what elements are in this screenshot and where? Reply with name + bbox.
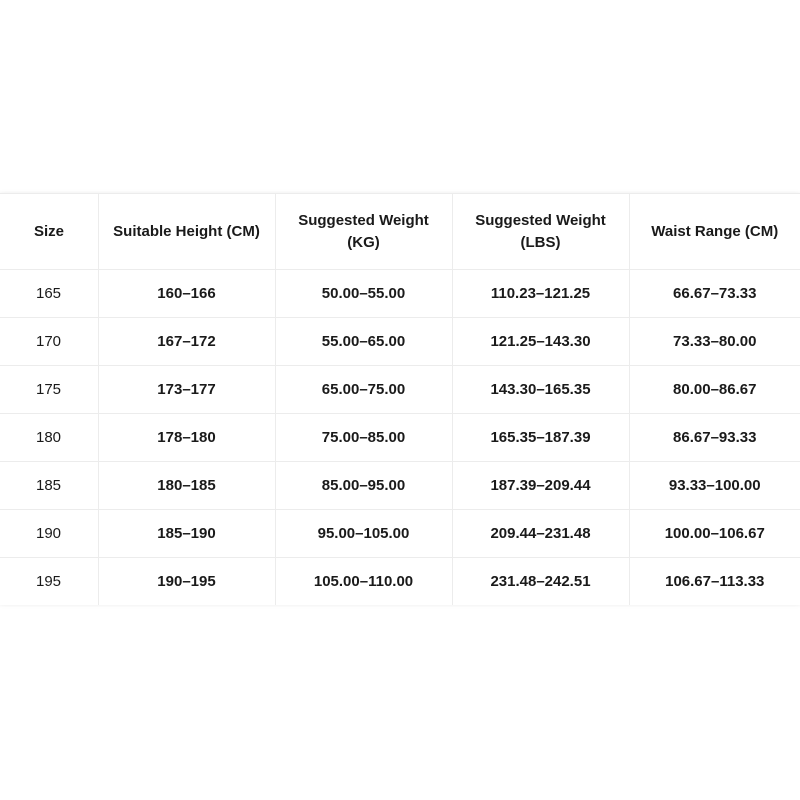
header-size: Size [0, 194, 98, 270]
size-cell: 190 [0, 510, 98, 558]
waist-cell: 93.33–100.00 [629, 462, 800, 510]
header-waist-range: Waist Range (CM) [629, 194, 800, 270]
weight-kg-cell: 75.00–85.00 [275, 414, 452, 462]
weight-kg-cell: 105.00–110.00 [275, 558, 452, 606]
table-row [0, 510, 800, 558]
height-cell: 190–195 [98, 558, 275, 606]
size-cell: 180 [0, 414, 98, 462]
weight-lbs-cell: 110.23–121.25 [452, 270, 629, 318]
table-row [0, 366, 800, 414]
weight-kg-cell: 50.00–55.00 [275, 270, 452, 318]
height-cell: 178–180 [98, 414, 275, 462]
size-chart-table [0, 193, 800, 605]
weight-lbs-cell: 231.48–242.51 [452, 558, 629, 606]
waist-cell: 80.00–86.67 [629, 366, 800, 414]
weight-lbs-cell: 143.30–165.35 [452, 366, 629, 414]
height-cell: 160–166 [98, 270, 275, 318]
size-cell: 195 [0, 558, 98, 606]
height-cell: 185–190 [98, 510, 275, 558]
table-body [0, 270, 800, 606]
waist-cell: 100.00–106.67 [629, 510, 800, 558]
size-cell: 185 [0, 462, 98, 510]
weight-kg-cell: 85.00–95.00 [275, 462, 452, 510]
size-table [0, 193, 800, 605]
table-row [0, 558, 800, 606]
weight-lbs-cell: 209.44–231.48 [452, 510, 629, 558]
weight-kg-cell: 65.00–75.00 [275, 366, 452, 414]
waist-cell: 73.33–80.00 [629, 318, 800, 366]
weight-lbs-cell: 121.25–143.30 [452, 318, 629, 366]
table-row [0, 270, 800, 318]
size-cell: 170 [0, 318, 98, 366]
header-weight-lbs: Suggested Weight (LBS) [452, 194, 629, 270]
header-weight-kg: Suggested Weight (KG) [275, 194, 452, 270]
waist-cell: 86.67–93.33 [629, 414, 800, 462]
table-row [0, 414, 800, 462]
weight-lbs-cell: 187.39–209.44 [452, 462, 629, 510]
table-header [0, 194, 800, 270]
height-cell: 167–172 [98, 318, 275, 366]
weight-lbs-cell: 165.35–187.39 [452, 414, 629, 462]
table-row [0, 318, 800, 366]
size-cell: 175 [0, 366, 98, 414]
height-cell: 173–177 [98, 366, 275, 414]
height-cell: 180–185 [98, 462, 275, 510]
header-row [0, 194, 800, 270]
table-row [0, 462, 800, 510]
header-suitable-height: Suitable Height (CM) [98, 194, 275, 270]
weight-kg-cell: 95.00–105.00 [275, 510, 452, 558]
waist-cell: 106.67–113.33 [629, 558, 800, 606]
waist-cell: 66.67–73.33 [629, 270, 800, 318]
weight-kg-cell: 55.00–65.00 [275, 318, 452, 366]
size-cell: 165 [0, 270, 98, 318]
